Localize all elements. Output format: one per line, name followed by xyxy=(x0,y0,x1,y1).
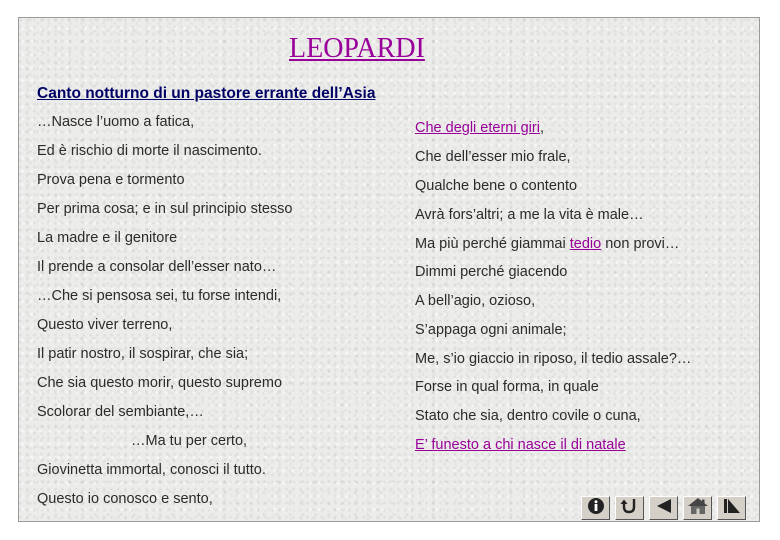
left-line: Ed è rischio di morte il nascimento. xyxy=(37,143,262,159)
left-line: …Ma tu per certo, xyxy=(131,433,248,449)
right-line: Me, s’io giaccio in riposo, il tedio assale?… xyxy=(415,351,692,367)
left-line: La madre e il genitore xyxy=(37,230,178,246)
left-line: Questo viver terreno, xyxy=(37,317,173,333)
home-button[interactable] xyxy=(683,496,712,520)
left-line: …Nasce l’uomo a fatica, xyxy=(37,114,195,130)
previous-button[interactable] xyxy=(649,496,678,520)
last-slide-button[interactable] xyxy=(717,496,746,520)
left-line: Giovinetta immortal, conosci il tutto. xyxy=(37,462,266,478)
right-line: A bell’agio, ozioso, xyxy=(415,293,536,309)
last-slide-icon xyxy=(722,497,742,520)
left-line: Per prima cosa; e in sul principio stesso xyxy=(37,201,293,217)
right-line: Qualche bene o contento xyxy=(415,178,578,194)
left-line: Prova pena e tormento xyxy=(37,172,185,188)
link-eterni-giri[interactable]: Che degli eterni giri xyxy=(415,120,540,136)
right-line: Avrà fors’altri; a me la vita è male… xyxy=(415,207,644,223)
return-arrow-icon xyxy=(620,497,640,520)
return-button[interactable] xyxy=(615,496,644,520)
right-line xyxy=(415,120,544,136)
slide xyxy=(18,17,760,522)
left-line: Il patir nostro, il sospirar, che sia; xyxy=(37,346,249,362)
left-line: Questo io conosco e sento, xyxy=(37,491,213,507)
poem-title: Canto notturno di un pastore errante dell’Asia xyxy=(37,85,376,102)
info-button[interactable] xyxy=(581,496,610,520)
left-line: …Che si pensosa sei, tu forse intendi, xyxy=(37,288,282,304)
right-line: Che dell’esser mio frale, xyxy=(415,149,571,165)
right-line: S’appaga ogni animale; xyxy=(415,322,567,338)
home-icon xyxy=(687,497,709,520)
left-line: Che sia questo morir, questo supremo xyxy=(37,375,283,391)
left-line: Scolorar del sembiante,… xyxy=(37,404,204,420)
right-line: Dimmi perché giacendo xyxy=(415,264,568,280)
line-part: non provi… xyxy=(601,236,680,252)
line-part: Ma più perché giammai xyxy=(415,236,570,252)
left-line: Il prende a consolar dell’esser nato… xyxy=(37,259,277,275)
right-line: Forse in qual forma, in quale xyxy=(415,379,599,395)
link-tedio[interactable]: tedio xyxy=(569,236,602,252)
previous-icon xyxy=(654,497,674,520)
right-line: Stato che sia, dentro covile o cuna, xyxy=(415,408,641,424)
comma: , xyxy=(539,120,544,136)
right-line xyxy=(415,236,679,252)
info-icon xyxy=(586,497,606,520)
navigation-bar xyxy=(581,496,760,522)
page-title: LEOPARDI xyxy=(289,33,425,64)
link-di-natale[interactable]: E’ funesto a chi nasce il di natale xyxy=(415,437,626,453)
